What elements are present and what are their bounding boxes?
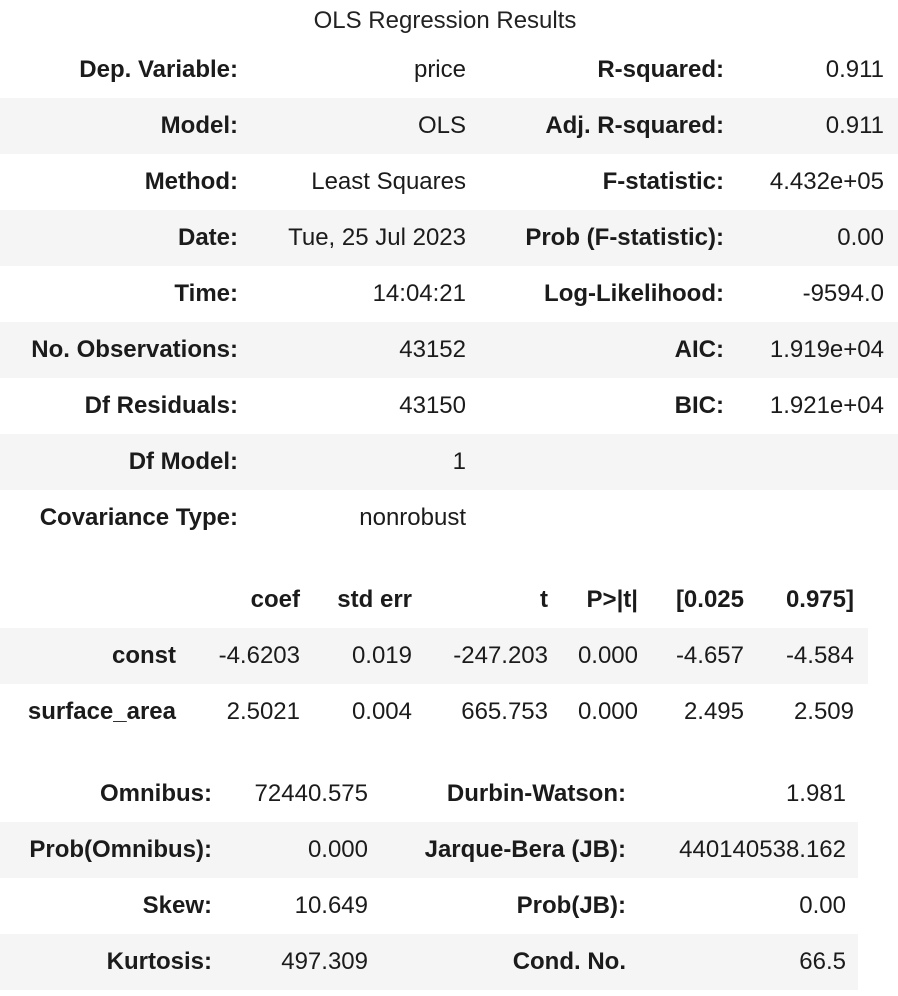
coef-cell: 0.000 [548,628,638,684]
coef-header-cell: t [540,586,548,613]
coef-cell: 2.5021 [226,698,300,725]
summary-label: F-statistic: [602,168,724,195]
diagnostics-value: 66.5 [626,934,858,990]
summary-value: 0.00 [724,210,898,266]
summary-value: 0.911 [825,56,884,83]
diagnostics-label: Durbin-Watson: [446,780,626,807]
summary-row [0,490,898,546]
coef-row [0,628,868,684]
summary-label: Dep. Variable: [79,56,238,83]
summary-row [0,210,898,266]
summary-label: Df Residuals: [84,392,238,419]
model-summary-table [0,42,898,546]
summary-value [724,490,898,546]
summary-label: R-squared: [597,56,724,83]
summary-value: OLS [238,98,466,154]
coef-header-cell: std err [337,586,412,613]
summary-value: 1.921e+04 [769,392,884,419]
summary-label [466,490,724,546]
summary-label: Date: [0,210,238,266]
diagnostics-value: 72440.575 [254,780,368,807]
summary-row [0,154,898,210]
summary-label: Prob (F-statistic): [466,210,724,266]
diagnostics-table [0,766,858,990]
coef-cell: -4.6203 [176,628,300,684]
summary-label: Adj. R-squared: [466,98,724,154]
coef-cell: 0.000 [577,698,638,725]
coef-header-cell: 0.975] [785,586,854,613]
summary-row [0,378,898,434]
summary-value: 4.432e+05 [769,168,884,195]
summary-row [0,98,898,154]
coef-header-cell: [0.025 [675,586,744,613]
diagnostics-label: Skew: [142,892,212,919]
summary-label: BIC: [674,392,724,419]
diagnostics-label: Omnibus: [100,780,212,807]
diagnostics-row [0,878,858,934]
diagnostics-row [0,822,858,878]
coef-cell: -4.584 [744,628,868,684]
summary-value: 43152 [238,322,466,378]
summary-value: 1 [238,434,466,490]
coef-cell: -247.203 [412,628,548,684]
diagnostics-value: 10.649 [294,892,368,919]
summary-value: 14:04:21 [372,280,466,307]
summary-value: 43150 [399,392,466,419]
diagnostics-value: 0.00 [799,892,846,919]
summary-row [0,266,898,322]
diagnostics-value: 440140538.162 [626,822,858,878]
coefficients-table [0,572,868,740]
coef-variable-name: surface_area [27,698,176,725]
summary-label: Covariance Type: [39,504,238,531]
summary-label: Time: [174,280,238,307]
summary-value: 0.911 [724,98,898,154]
summary-label: Df Model: [0,434,238,490]
coef-cell: 2.509 [793,698,854,725]
summary-label: No. Observations: [0,322,238,378]
summary-row [0,42,898,98]
coef-cell: 0.019 [300,628,412,684]
diagnostics-label: Cond. No. [368,934,626,990]
diagnostics-value: 0.000 [212,822,368,878]
coef-cell: 2.495 [683,698,744,725]
diagnostics-label: Jarque-Bera (JB): [368,822,626,878]
coef-cell: 665.753 [461,698,548,725]
summary-value: nonrobust [359,504,466,531]
coef-header-cell: P>|t| [586,586,638,613]
diagnostics-label: Prob(JB): [516,892,626,919]
summary-value: -9594.0 [802,280,884,307]
coef-cell: -4.657 [638,628,744,684]
coef-header-row [0,572,868,628]
diagnostics-value: 497.309 [212,934,368,990]
summary-value [724,434,898,490]
coef-cell: 0.004 [351,698,412,725]
summary-value: Tue, 25 Jul 2023 [238,210,466,266]
summary-label: AIC: [466,322,724,378]
summary-row [0,434,898,490]
results-title: OLS Regression Results [313,7,577,34]
summary-value: price [413,56,466,83]
summary-label [466,434,724,490]
summary-value: Least Squares [311,168,466,195]
coef-variable-name: const [0,628,176,684]
diagnostics-label: Prob(Omnibus): [0,822,212,878]
summary-row [0,322,898,378]
summary-label: Method: [144,168,238,195]
summary-value: 1.919e+04 [724,322,898,378]
coef-header-cell [0,572,176,628]
coef-row [0,684,868,740]
diagnostics-label: Kurtosis: [0,934,212,990]
summary-label: Model: [0,98,238,154]
diagnostics-value: 1.981 [785,780,846,807]
diagnostics-row [0,934,858,990]
coef-header-cell: coef [250,586,300,613]
summary-label: Log-Likelihood: [544,280,724,307]
diagnostics-row [0,766,858,822]
